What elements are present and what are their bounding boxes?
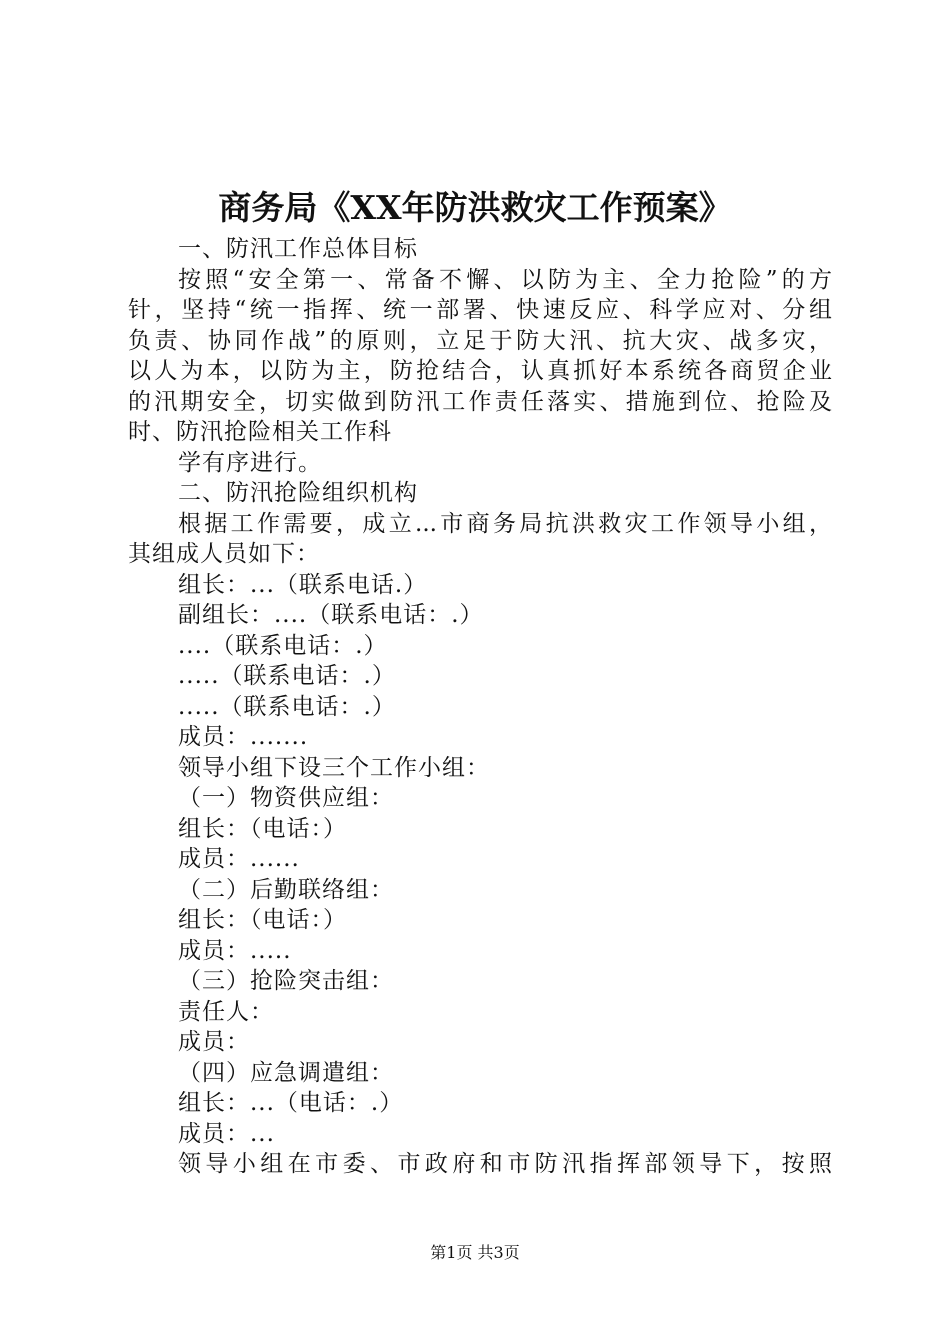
paragraph-line: 二、防汛抢险组织机构 <box>178 480 418 506</box>
page-footer: 第1页 共3页 <box>430 1243 520 1262</box>
paragraph-line: 成员：..... <box>178 937 292 964</box>
paragraph-line: （二）后勤联络组： <box>178 876 394 903</box>
paragraph-line: 以人为本，以防为主，防抢结合，认真抓好本系统各商贸企业 <box>128 358 832 384</box>
paragraph-line: 的汛期安全，切实做到防汛工作责任落实、措施到位、抢险及 <box>128 388 832 415</box>
paragraph-line: 负责、协同作战”的原则，立足于防大汛、抗大灾、战多灾， <box>128 327 832 354</box>
paragraph-line: 成员：... <box>178 1120 275 1147</box>
paragraph-line: 成员： <box>178 1029 250 1055</box>
paragraph-line: 组长：...（电话：.） <box>178 1090 404 1116</box>
paragraph-line: 根据工作需要，成立...市商务局抗洪救灾工作领导小组， <box>178 510 832 537</box>
document-body <box>128 234 832 1180</box>
paragraph-line: 领导小组下设三个工作小组： <box>178 754 490 781</box>
paragraph-line: （一）物资供应组： <box>178 785 394 811</box>
paragraph-line: 副组长：....（联系电话：.） <box>178 602 484 628</box>
document-title: 商务局《XX年防洪救灾工作预案》 <box>218 188 732 227</box>
paragraph-line: 组长：（电话：） <box>178 907 347 933</box>
paragraph-line: 一、防汛工作总体目标 <box>178 236 418 262</box>
paragraph-line: 责任人： <box>178 998 274 1025</box>
paragraph-line: 时、防汛抢险相关工作科 <box>128 419 392 445</box>
paragraph-line: 领导小组在市委、市政府和市防汛指挥部领导下，按照 <box>178 1151 832 1177</box>
paragraph-line: 针，坚持“统一指挥、统一部署、快速反应、科学应对、分组 <box>128 297 832 323</box>
paragraph-line: 按照“安全第一、常备不懈、以防为主、全力抢险”的方 <box>178 266 832 293</box>
paragraph-line: 成员：....... <box>178 724 309 750</box>
paragraph-line: 学有序进行。 <box>178 449 322 476</box>
paragraph-line: .....（联系电话：.） <box>178 693 396 720</box>
paragraph-line: （三）抢险突击组： <box>178 968 394 994</box>
paragraph-line: 其组成人员如下： <box>128 541 320 567</box>
paragraph-line: .....（联系电话：.） <box>178 663 396 689</box>
paragraph-line: ....（联系电话：.） <box>178 632 388 659</box>
paragraph-line: 成员：...... <box>178 846 300 872</box>
paragraph-line: 组长：（电话：） <box>178 815 347 842</box>
paragraph-line: （四）应急调遣组： <box>178 1059 394 1086</box>
paragraph-line: 组长：...（联系电话.） <box>178 571 428 598</box>
